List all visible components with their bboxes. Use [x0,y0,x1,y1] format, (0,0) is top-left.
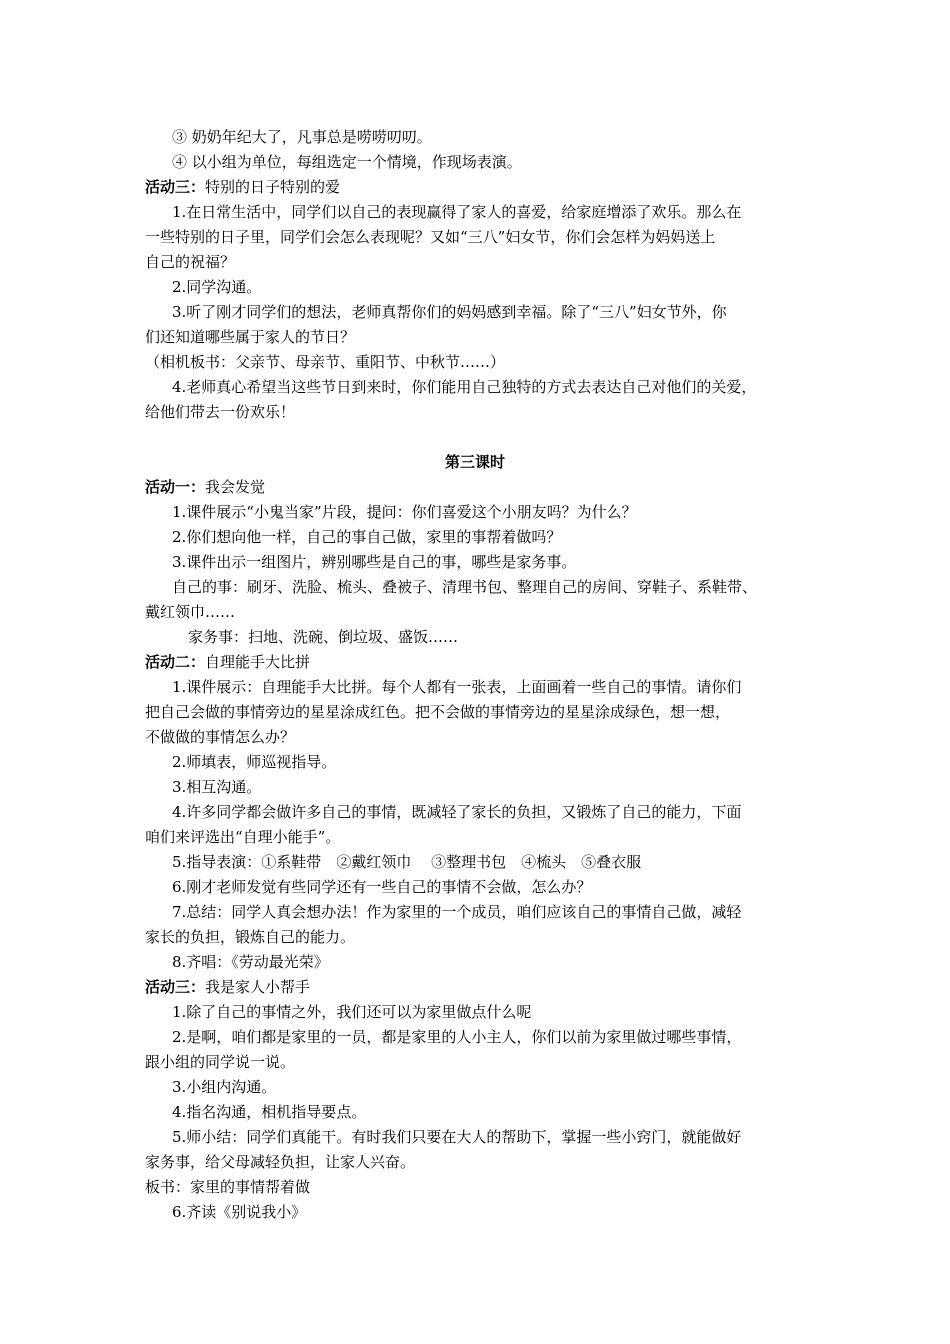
text-line: ④ 以小组为单位，每组选定一个情境，作现场表演。 [172,153,522,171]
activity-heading [145,977,815,997]
text-line: 跟小组的同学说一说。 [145,1053,296,1071]
text-line: 2.是啊，咱们都是家里的一员，都是家里的人小主人，你们以前为家里做过哪些事情， [172,1028,742,1046]
activity-heading [145,652,815,672]
text-line: 4.许多同学都会做许多自己的事情，既减轻了家长的负担，又锻炼了自己的能力，下面 [172,803,742,821]
text-line: 3.课件出示一组图片，辨别哪些是自己的事，哪些是家务事。 [172,553,577,571]
text-line: （相机板书：父亲节、母亲节、重阳节、中秋节……） [145,353,506,371]
board-note: 板书：家里的事情帮着做 [145,1178,311,1196]
activity-label: 活动一： [145,478,206,496]
activity-title: 特别的日子特别的爱 [205,178,341,196]
text-line: 们还知道哪些属于家人的节日？ [145,328,356,346]
text-line: 2.你们想向他一样，自己的事自己做，家里的事帮着做吗？ [172,528,562,546]
text-line: 1.课件展示“小鬼当家”片段，提问：你们喜爱这个小朋友吗？为什么？ [172,503,637,521]
text-line: 1.除了自己的事情之外，我们还可以为家里做点什么呢 [172,1003,532,1021]
text-line: 7.总结：同学人真会想办法！作为家里的一个成员，咱们应该自己的事情自己做，减轻 [172,903,742,921]
text-line: 把自己会做的事情旁边的星星涂成红色。把不会做的事情旁边的星星涂成绿色，想一想， [145,703,731,721]
activity-heading [145,477,815,497]
activity-heading [145,177,815,197]
activity-label: 活动三： [145,978,206,996]
text-line: 2.师填表，师巡视指导。 [172,753,337,771]
text-line: 3.小组内沟通。 [172,1078,277,1096]
text-line: 一些特别的日子里，同学们会怎么表现呢？又如“三八”妇女节，你们会怎样为妈妈送上 [145,228,716,246]
text-line: 家务事：扫地、洗碗、倒垃圾、盛饭…… [188,628,459,646]
activity-label: 活动三： [145,178,206,196]
text-line: 2.同学沟通。 [172,278,262,296]
text-line: 不做做的事情怎么办？ [145,728,296,746]
text-line: 家长的负担，锻炼自己的能力。 [145,928,356,946]
text-line: 咱们来评选出“自理小能手”。 [145,828,341,846]
activity-title: 我会发觉 [205,478,266,496]
text-line: 8.齐唱：《劳动最光荣》 [172,953,329,971]
text-line: 3.听了刚才同学们的想法，老师真帮你们的妈妈感到幸福。除了“三八”妇女节外，你 [172,303,727,321]
activity-title: 我是家人小帮手 [205,978,311,996]
activity-title: 自理能手大比拼 [205,653,311,671]
text-line: 自己的事：刷牙、洗脸、梳头、叠被子、清理书包、整理自己的房间、穿鞋子、系鞋带、 [172,578,758,596]
text-line: 5.指导表演：①系鞋带 ②戴红领巾 ③整理书包 ④梳头 ⑤叠衣服 [172,853,642,871]
activity-label: 活动二： [145,653,206,671]
text-line: 5.师小结：同学们真能干。有时我们只要在大人的帮助下，掌握一些小窍门，就能做好 [172,1128,742,1146]
text-line: 6.刚才老师发觉有些同学还有一些自己的事情不会做，怎么办？ [172,878,592,896]
text-line: 4.指名沟通，相机指导要点。 [172,1103,367,1121]
lesson-title: 第三课时 [444,453,505,471]
text-line: 家务事，给父母减轻负担，让家人兴奋。 [145,1153,416,1171]
text-line: 自己的祝福？ [145,253,236,271]
text-line: 1.课件展示：自理能手大比拼。每个人都有一张表，上面画着一些自己的事情。请你们 [172,678,742,696]
text-line: 1.在日常生活中，同学们以自己的表现赢得了家人的喜爱，给家庭增添了欢乐。那么在 [172,203,742,221]
text-line: 6.齐读《别说我小》 [172,1203,307,1221]
text-line: 3.相互沟通。 [172,778,262,796]
text-line: 4.老师真心希望当这些节日到来时，你们能用自己独特的方式去表达自己对他们的关爱， [172,378,757,396]
text-line: 给他们带去一份欢乐！ [145,403,296,421]
text-line: 戴红领巾…… [145,603,236,621]
text-line: ③ 奶奶年纪大了，凡事总是唠唠叨叨。 [172,128,432,146]
